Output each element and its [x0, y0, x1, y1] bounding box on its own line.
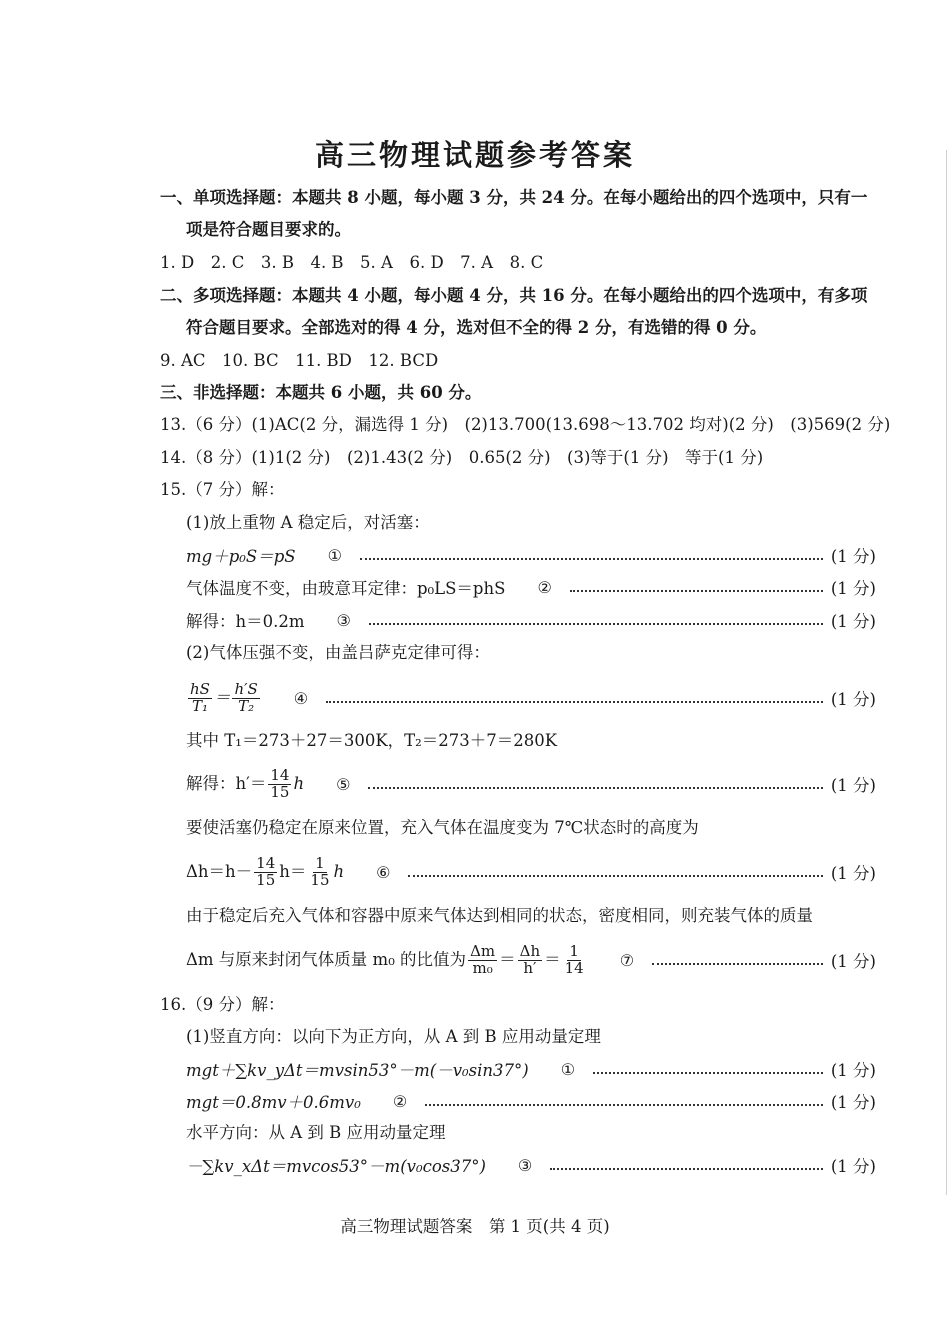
q16-eq3: －∑kv_xΔt＝mvcos53°－m(v₀cos37°): [186, 1157, 486, 1176]
circled-1: ①: [327, 545, 342, 565]
q16-eq1: mgt＋∑kv_yΔt＝mvsin53°－m(－v₀sin37°): [186, 1061, 529, 1080]
q16-eq3-row: [186, 1153, 876, 1177]
score: (1 分): [830, 690, 876, 709]
q15-temperatures: 其中 T₁＝273＋27＝300K，T₂＝273＋7＝280K: [186, 731, 558, 750]
q15-eq2-row: [186, 575, 876, 599]
page-title: 高三物理试题参考答案: [314, 138, 635, 172]
answers-single-choice: 1. D 2. C 3. B 4. B 5. A 6. D 7. A 8. C: [160, 253, 544, 272]
dot-leader: [570, 590, 823, 592]
circled-3: ③: [336, 610, 351, 630]
fraction: $\frac{\Delta m}{\text{m₀}}$: [470, 941, 496, 977]
q15-eq4-row: $\frac{hS}{\text{T₁}}$ ＝ $\frac{h'S}{\text{T₂}}$ ④ (1 分): [190, 679, 876, 715]
q16-eq1-row: [186, 1057, 876, 1081]
score: (1 分): [830, 864, 876, 883]
q15-heading: 15.（7 分）解：: [160, 480, 285, 499]
dot-leader: [593, 1072, 823, 1074]
dot-leader: [368, 787, 822, 789]
dot-leader: [360, 558, 823, 560]
q15-eq3: 解得：h＝0.2m: [186, 612, 305, 631]
q16-heading: 16.（9 分）解：: [160, 995, 285, 1014]
fraction: $\frac{1}{15}$: [310, 853, 330, 889]
section2-line1: 二、多项选择题：本题共 4 小题，每小题 4 分，共 16 分。在每小题给出的四个选项中，有多项: [160, 286, 868, 305]
circled-3: ③: [517, 1155, 533, 1175]
q15-eq2: 气体温度不变，由玻意耳定律：p₀LS＝phS: [186, 579, 506, 598]
fraction: $\frac{14}{15}$: [256, 853, 276, 889]
q15-eq1-row: [186, 543, 876, 567]
q16-part1: (1)竖直方向：以向下为正方向，从 A 到 B 应用动量定理: [186, 1027, 601, 1046]
section2-line2: 符合题目要求。全部选对的得 4 分，选对但不全的得 2 分，有选错的得 0 分。: [186, 318, 767, 337]
q15-eq1: mg＋p₀S＝pS: [186, 547, 296, 566]
answers-multi-choice: 9. AC 10. BC 11. BD 12. BCD: [160, 351, 439, 370]
dot-leader: [326, 701, 823, 703]
circled-2: ②: [537, 577, 552, 597]
circled-7: ⑦: [619, 950, 635, 970]
q14-answer: 14.（8 分）(1)1(2 分) (2)1.43(2 分) 0.65(2 分) (3)等于(1 分) 等于(1 分): [160, 448, 764, 467]
circled-5: ⑤: [336, 774, 351, 794]
score: (1 分): [830, 776, 876, 795]
section3-heading: 三、非选择题：本题共 6 小题，共 60 分。: [160, 383, 482, 402]
fraction: $\frac{1}{14}$: [564, 941, 584, 977]
circled-2: ②: [392, 1091, 408, 1111]
q15-eq6-row: Δh＝h－ $\frac{14}{15}$ h＝ $\frac{1}{15}$ h ⑥ (1 分): [186, 853, 876, 889]
q15-part2: (2)气体压强不变，由盖吕萨克定律可得：: [186, 643, 490, 662]
score: (1 分): [830, 612, 876, 631]
fraction: $\frac{\Delta h}{h'}$: [519, 941, 541, 977]
score: (1 分): [830, 952, 876, 971]
dot-leader: [550, 1168, 823, 1170]
dot-leader: [369, 623, 823, 625]
score: (1 分): [830, 1061, 876, 1080]
circled-1: ①: [560, 1059, 576, 1079]
dot-leader: [408, 875, 822, 877]
section1-line1: 一、单项选择题：本题共 8 小题，每小题 3 分，共 24 分。在每小题给出的四个选项中，只有一: [160, 188, 868, 207]
dot-leader: [652, 963, 823, 965]
circled-4: ④: [293, 688, 309, 708]
section1-line2: 项是符合题目要求的。: [186, 220, 351, 239]
q16-eq2: mgt＝0.8mv＋0.6mv₀: [186, 1093, 361, 1112]
page-edge: [946, 150, 947, 1195]
score: (1 分): [830, 547, 876, 566]
circled-6: ⑥: [376, 862, 391, 882]
q15-text-density: 由于稳定后充入气体和容器中原来气体达到相同的状态，密度相同，则充装气体的质量: [186, 906, 813, 925]
score: (1 分): [830, 1093, 876, 1112]
fraction: $\frac{14}{15}$: [270, 765, 290, 801]
q16-part2: 水平方向：从 A 到 B 应用动量定理: [186, 1123, 446, 1142]
score: (1 分): [830, 579, 876, 598]
page-footer: 高三物理试题答案 第 1 页(共 4 页): [340, 1217, 610, 1236]
q15-text-height: 要使活塞仍稳定在原来位置，充入气体在温度变为 7℃状态时的高度为: [186, 818, 699, 837]
dot-leader: [425, 1104, 823, 1106]
fraction: $\frac{hS}{\text{T₁}}$: [190, 679, 210, 715]
fraction: $\frac{h'S}{\text{T₂}}$: [234, 679, 258, 715]
score: (1 分): [830, 1157, 876, 1176]
q13-answer: 13.（6 分）(1)AC(2 分，漏选得 1 分) (2)13.700(13.698～13.702 均对)(2 分) (3)569(2 分): [160, 415, 891, 434]
q15-eq7-row: Δm 与原来封闭气体质量 m₀ 的比值为 $\frac{\Delta m}{\text{m₀}}$ ＝ $\frac{\Delta h}{h'}$ ＝ $\frac{1}{14}$ ⑦ (1 分): [186, 941, 876, 977]
q16-eq2-row: [186, 1089, 876, 1113]
q15-eq5-row: 解得：h′＝ $\frac{14}{15}$ h ⑤ (1 分): [186, 765, 876, 801]
q15-eq3-row: [186, 608, 876, 632]
q15-part1: (1)放上重物 A 稳定后，对活塞：: [186, 513, 430, 532]
